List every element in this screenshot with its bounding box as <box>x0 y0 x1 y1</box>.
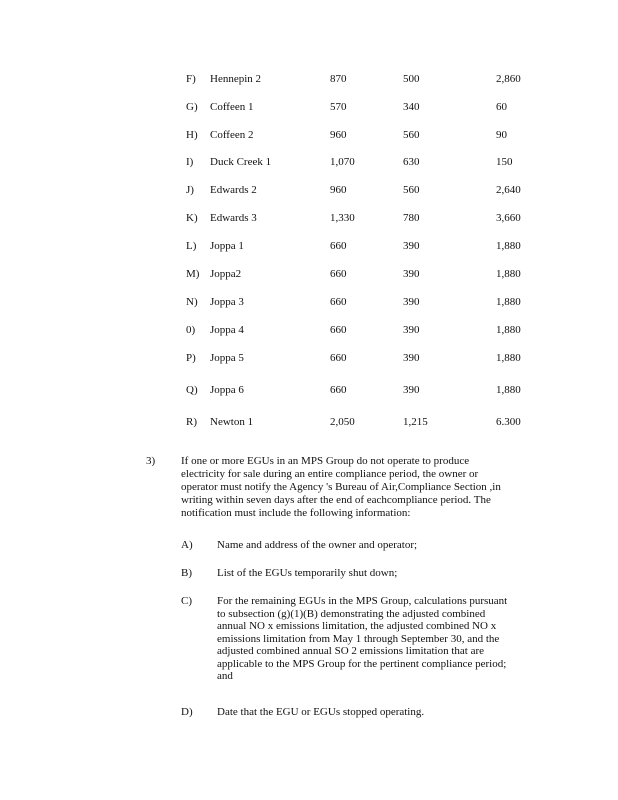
section-3-paragraph <box>181 455 531 520</box>
value-col2: 560 <box>403 184 420 196</box>
value-col1: 570 <box>330 101 347 113</box>
value-col3: 90 <box>496 129 507 141</box>
item-line: to subsection (g)(1)(B) demonstrating the adjusted combined <box>217 607 486 620</box>
table-row <box>0 324 618 338</box>
value-col1: 1,330 <box>330 212 355 224</box>
value-col1: 660 <box>330 352 347 364</box>
unit-name: Edwards 3 <box>210 212 257 224</box>
value-col2: 560 <box>403 129 420 141</box>
item-b-text <box>217 567 532 580</box>
paragraph-line: operator must notify the Agency 's Bureau of Air,Compliance Section ,in <box>181 481 501 493</box>
item-line: adjusted combined annual SO 2 emissions limitation that are <box>217 645 485 657</box>
row-label: M) <box>186 268 200 280</box>
row-label: Q) <box>186 384 198 396</box>
unit-name: Joppa 3 <box>210 296 244 308</box>
table-row <box>0 268 618 282</box>
row-label: G) <box>186 101 198 113</box>
value-col3: 1,880 <box>496 352 521 364</box>
value-col2: 390 <box>403 268 420 280</box>
value-col2: 390 <box>403 384 420 396</box>
value-col1: 660 <box>330 240 347 252</box>
value-col3: 1,880 <box>496 268 521 280</box>
value-col2: 390 <box>403 240 420 252</box>
unit-name: Coffeen 2 <box>210 129 254 141</box>
row-label: L) <box>186 240 197 252</box>
item-c-text <box>217 595 532 683</box>
item-line: emissions limitation from May 1 through September 30, and the <box>217 632 500 645</box>
unit-name: Coffeen 1 <box>210 101 254 113</box>
row-label: 0) <box>186 324 196 336</box>
row-label: F) <box>186 73 196 85</box>
value-col1: 660 <box>330 296 347 308</box>
row-label: J) <box>186 184 194 196</box>
item-line: List of the EGUs temporarily shut down; <box>217 567 398 579</box>
item-d-text <box>217 706 532 719</box>
table-row <box>0 101 618 115</box>
value-col2: 500 <box>403 73 420 85</box>
paragraph-line: electricity for sale during an entire compliance period, the owner or <box>181 468 479 480</box>
table-row <box>0 384 618 398</box>
unit-name: Newton 1 <box>210 416 254 428</box>
value-col3: 2,860 <box>496 73 521 85</box>
table-row <box>0 184 618 198</box>
item-line: For the remaining EGUs in the MPS Group, calculations pursuant <box>217 595 508 607</box>
row-label: H) <box>186 129 198 141</box>
table-row <box>0 73 618 87</box>
value-col3: 6.300 <box>496 416 521 428</box>
value-col3: 1,880 <box>496 324 521 336</box>
unit-name: Duck Creek 1 <box>210 156 272 168</box>
paragraph-line: If one or more EGUs in an MPS Group do not operate to produce <box>181 455 470 467</box>
value-col1: 660 <box>330 324 347 336</box>
value-col1: 960 <box>330 184 347 196</box>
item-line: annual NO x emissions limitation, the adjusted combined NO x <box>217 620 497 632</box>
value-col2: 390 <box>403 352 420 364</box>
value-col3: 3,660 <box>496 212 521 224</box>
section-number: 3) <box>146 455 156 467</box>
unit-name: Joppa 4 <box>210 324 244 336</box>
value-col2: 630 <box>403 156 420 168</box>
item-d-label: D) <box>181 706 193 718</box>
row-label: P) <box>186 352 196 364</box>
paragraph-line: notification must include the following information: <box>181 507 411 519</box>
unit-name: Hennepin 2 <box>210 73 262 85</box>
table-row <box>0 416 618 430</box>
unit-name: Joppa 5 <box>210 352 244 364</box>
table-row <box>0 212 618 226</box>
value-col3: 1,880 <box>496 384 521 396</box>
item-a-label: A) <box>181 539 193 551</box>
value-col3: 1,880 <box>496 296 521 308</box>
value-col1: 960 <box>330 129 347 141</box>
unit-name: Joppa 6 <box>210 384 244 396</box>
table-row <box>0 156 618 170</box>
value-col1: 2,050 <box>330 416 355 428</box>
unit-name: Edwards 2 <box>210 184 257 196</box>
value-col3: 2,640 <box>496 184 521 196</box>
row-label: I) <box>186 156 194 168</box>
item-c-label: C) <box>181 595 192 607</box>
item-b-label: B) <box>181 567 192 579</box>
row-label: N) <box>186 296 198 308</box>
value-col2: 780 <box>403 212 420 224</box>
item-line: Name and address of the owner and operator; <box>217 539 418 551</box>
row-label: R) <box>186 416 197 428</box>
table-row <box>0 352 618 366</box>
value-col1: 1,070 <box>330 156 355 168</box>
paragraph-line: writing within seven days after the end of eachcompliance period. The <box>181 494 491 506</box>
value-col2: 390 <box>403 296 420 308</box>
table-row <box>0 129 618 143</box>
value-col1: 660 <box>330 268 347 280</box>
item-a-text <box>217 539 532 552</box>
table-row <box>0 240 618 254</box>
unit-name: Joppa 1 <box>210 240 244 252</box>
value-col1: 660 <box>330 384 347 396</box>
item-line: Date that the EGU or EGUs stopped operating. <box>217 706 425 718</box>
value-col2: 340 <box>403 101 420 113</box>
item-line: and <box>217 670 233 682</box>
row-label: K) <box>186 212 198 224</box>
item-line: applicable to the MPS Group for the pertinent compliance period; <box>217 657 507 670</box>
table-row <box>0 296 618 310</box>
value-col2: 1,215 <box>403 416 428 428</box>
value-col3: 1,880 <box>496 240 521 252</box>
value-col1: 870 <box>330 73 347 85</box>
value-col2: 390 <box>403 324 420 336</box>
value-col3: 150 <box>496 156 513 168</box>
value-col3: 60 <box>496 101 507 113</box>
unit-name: Joppa2 <box>210 268 242 280</box>
